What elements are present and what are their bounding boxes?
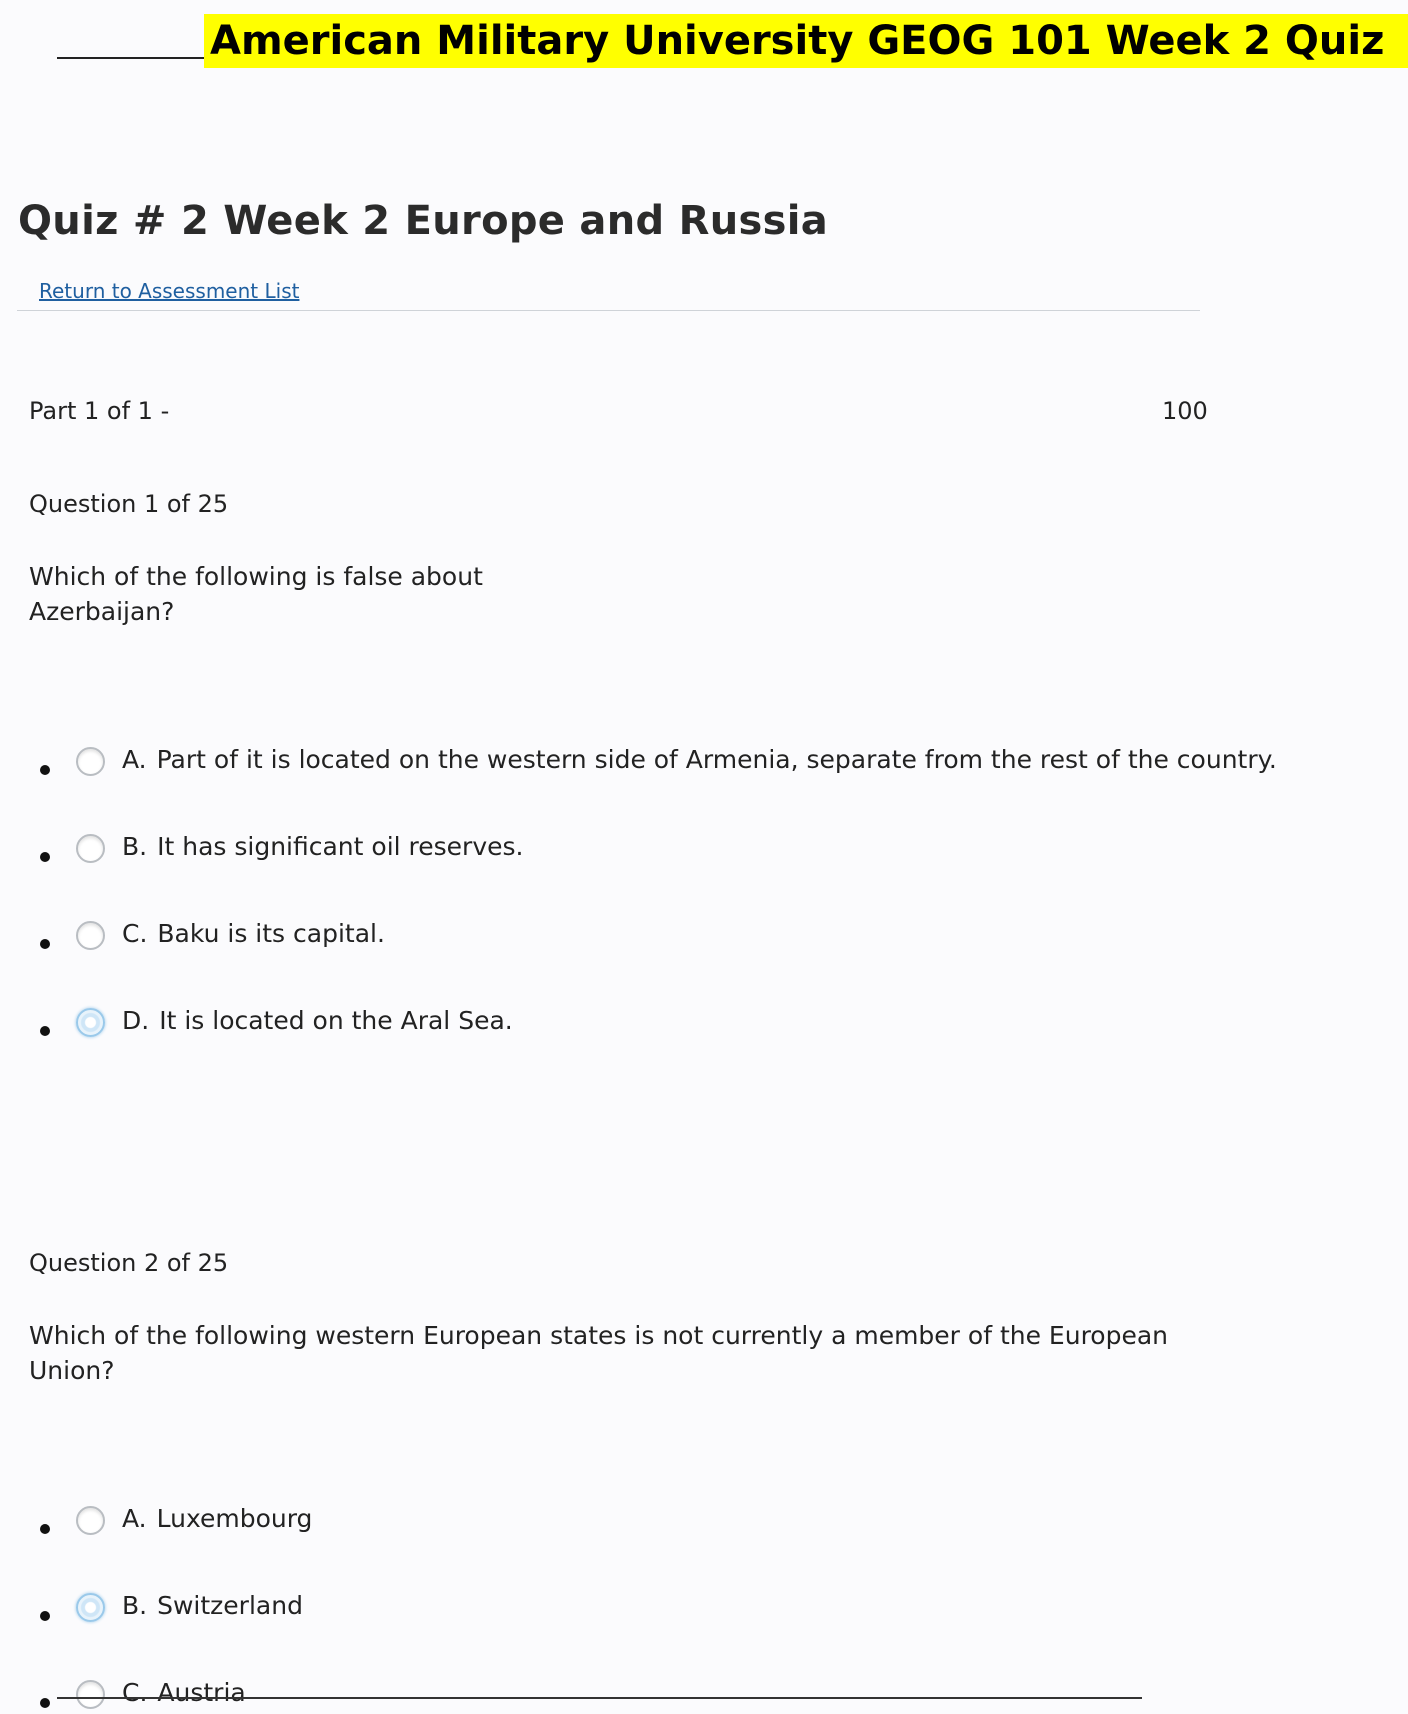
document-title: American Military University GEOG 101 Week 2 Quiz	[204, 14, 1408, 68]
bullet	[40, 1698, 50, 1708]
option-a-label	[122, 745, 1277, 774]
title-underline-rule	[57, 57, 204, 59]
option-text: Luxembourg	[156, 1504, 313, 1533]
question-2-text: Which of the following western European states is not currently a member of the European Union?	[29, 1321, 1169, 1385]
option-letter: C.	[122, 919, 148, 948]
bullet	[40, 852, 50, 862]
document-title-banner	[57, 14, 1385, 68]
part-label: Part 1 of 1 -	[29, 397, 170, 425]
radio-button-c[interactable]	[76, 921, 105, 950]
page-bottom-rule	[57, 1697, 1142, 1699]
option-letter: D.	[122, 1006, 150, 1035]
question-1-option-c[interactable]	[0, 915, 1200, 1002]
header-divider	[17, 310, 1200, 311]
question-1-number: Question 1 of 25	[29, 490, 229, 518]
option-c-label	[122, 919, 385, 948]
option-letter: A.	[122, 1504, 147, 1533]
option-text: It is located on the Aral Sea.	[159, 1006, 513, 1035]
question-1-text: Which of the following is false about Azerbaijan?	[29, 562, 483, 626]
option-text: Part of it is located on the western side of Armenia, separate from the rest of the country.	[156, 745, 1277, 774]
option-d-label	[122, 1006, 513, 1035]
question-1-option-b[interactable]	[0, 828, 1200, 915]
option-a-label	[122, 1504, 312, 1533]
radio-button-b-selected[interactable]	[76, 1593, 105, 1622]
option-letter: B.	[122, 832, 148, 861]
option-text: It has significant oil reserves.	[157, 832, 524, 861]
option-b-label	[122, 1591, 303, 1620]
question-2-option-a[interactable]	[0, 1500, 1200, 1587]
radio-button-a[interactable]	[76, 747, 105, 776]
option-letter: C.	[122, 1678, 148, 1707]
bullet	[40, 765, 50, 775]
points-label: 100	[1162, 397, 1208, 425]
question-1-option-a[interactable]	[0, 741, 1277, 828]
question-2-number: Question 2 of 25	[29, 1249, 229, 1277]
bullet	[40, 1524, 50, 1534]
radio-button-c[interactable]	[76, 1680, 105, 1709]
bullet	[40, 939, 50, 949]
option-letter: B.	[122, 1591, 148, 1620]
quiz-title: Quiz # 2 Week 2 Europe and Russia	[18, 198, 829, 244]
option-text: Switzerland	[157, 1591, 303, 1620]
question-1-option-d[interactable]	[0, 1002, 1200, 1089]
bullet	[40, 1611, 50, 1621]
question-2-option-b[interactable]	[0, 1587, 1200, 1674]
option-text: Baku is its capital.	[157, 919, 385, 948]
question-2-options	[0, 1500, 1200, 1714]
question-2-option-c[interactable]	[0, 1674, 1200, 1714]
question-1-options	[0, 741, 1277, 1089]
bullet	[40, 1026, 50, 1036]
option-c-label	[122, 1678, 246, 1707]
return-to-assessment-list-link[interactable]: Return to Assessment List	[39, 279, 300, 303]
option-letter: A.	[122, 745, 147, 774]
option-b-label	[122, 832, 523, 861]
option-text: Austria	[157, 1678, 246, 1707]
radio-button-b[interactable]	[76, 834, 105, 863]
radio-button-a[interactable]	[76, 1506, 105, 1535]
radio-button-d-selected[interactable]	[76, 1008, 105, 1037]
